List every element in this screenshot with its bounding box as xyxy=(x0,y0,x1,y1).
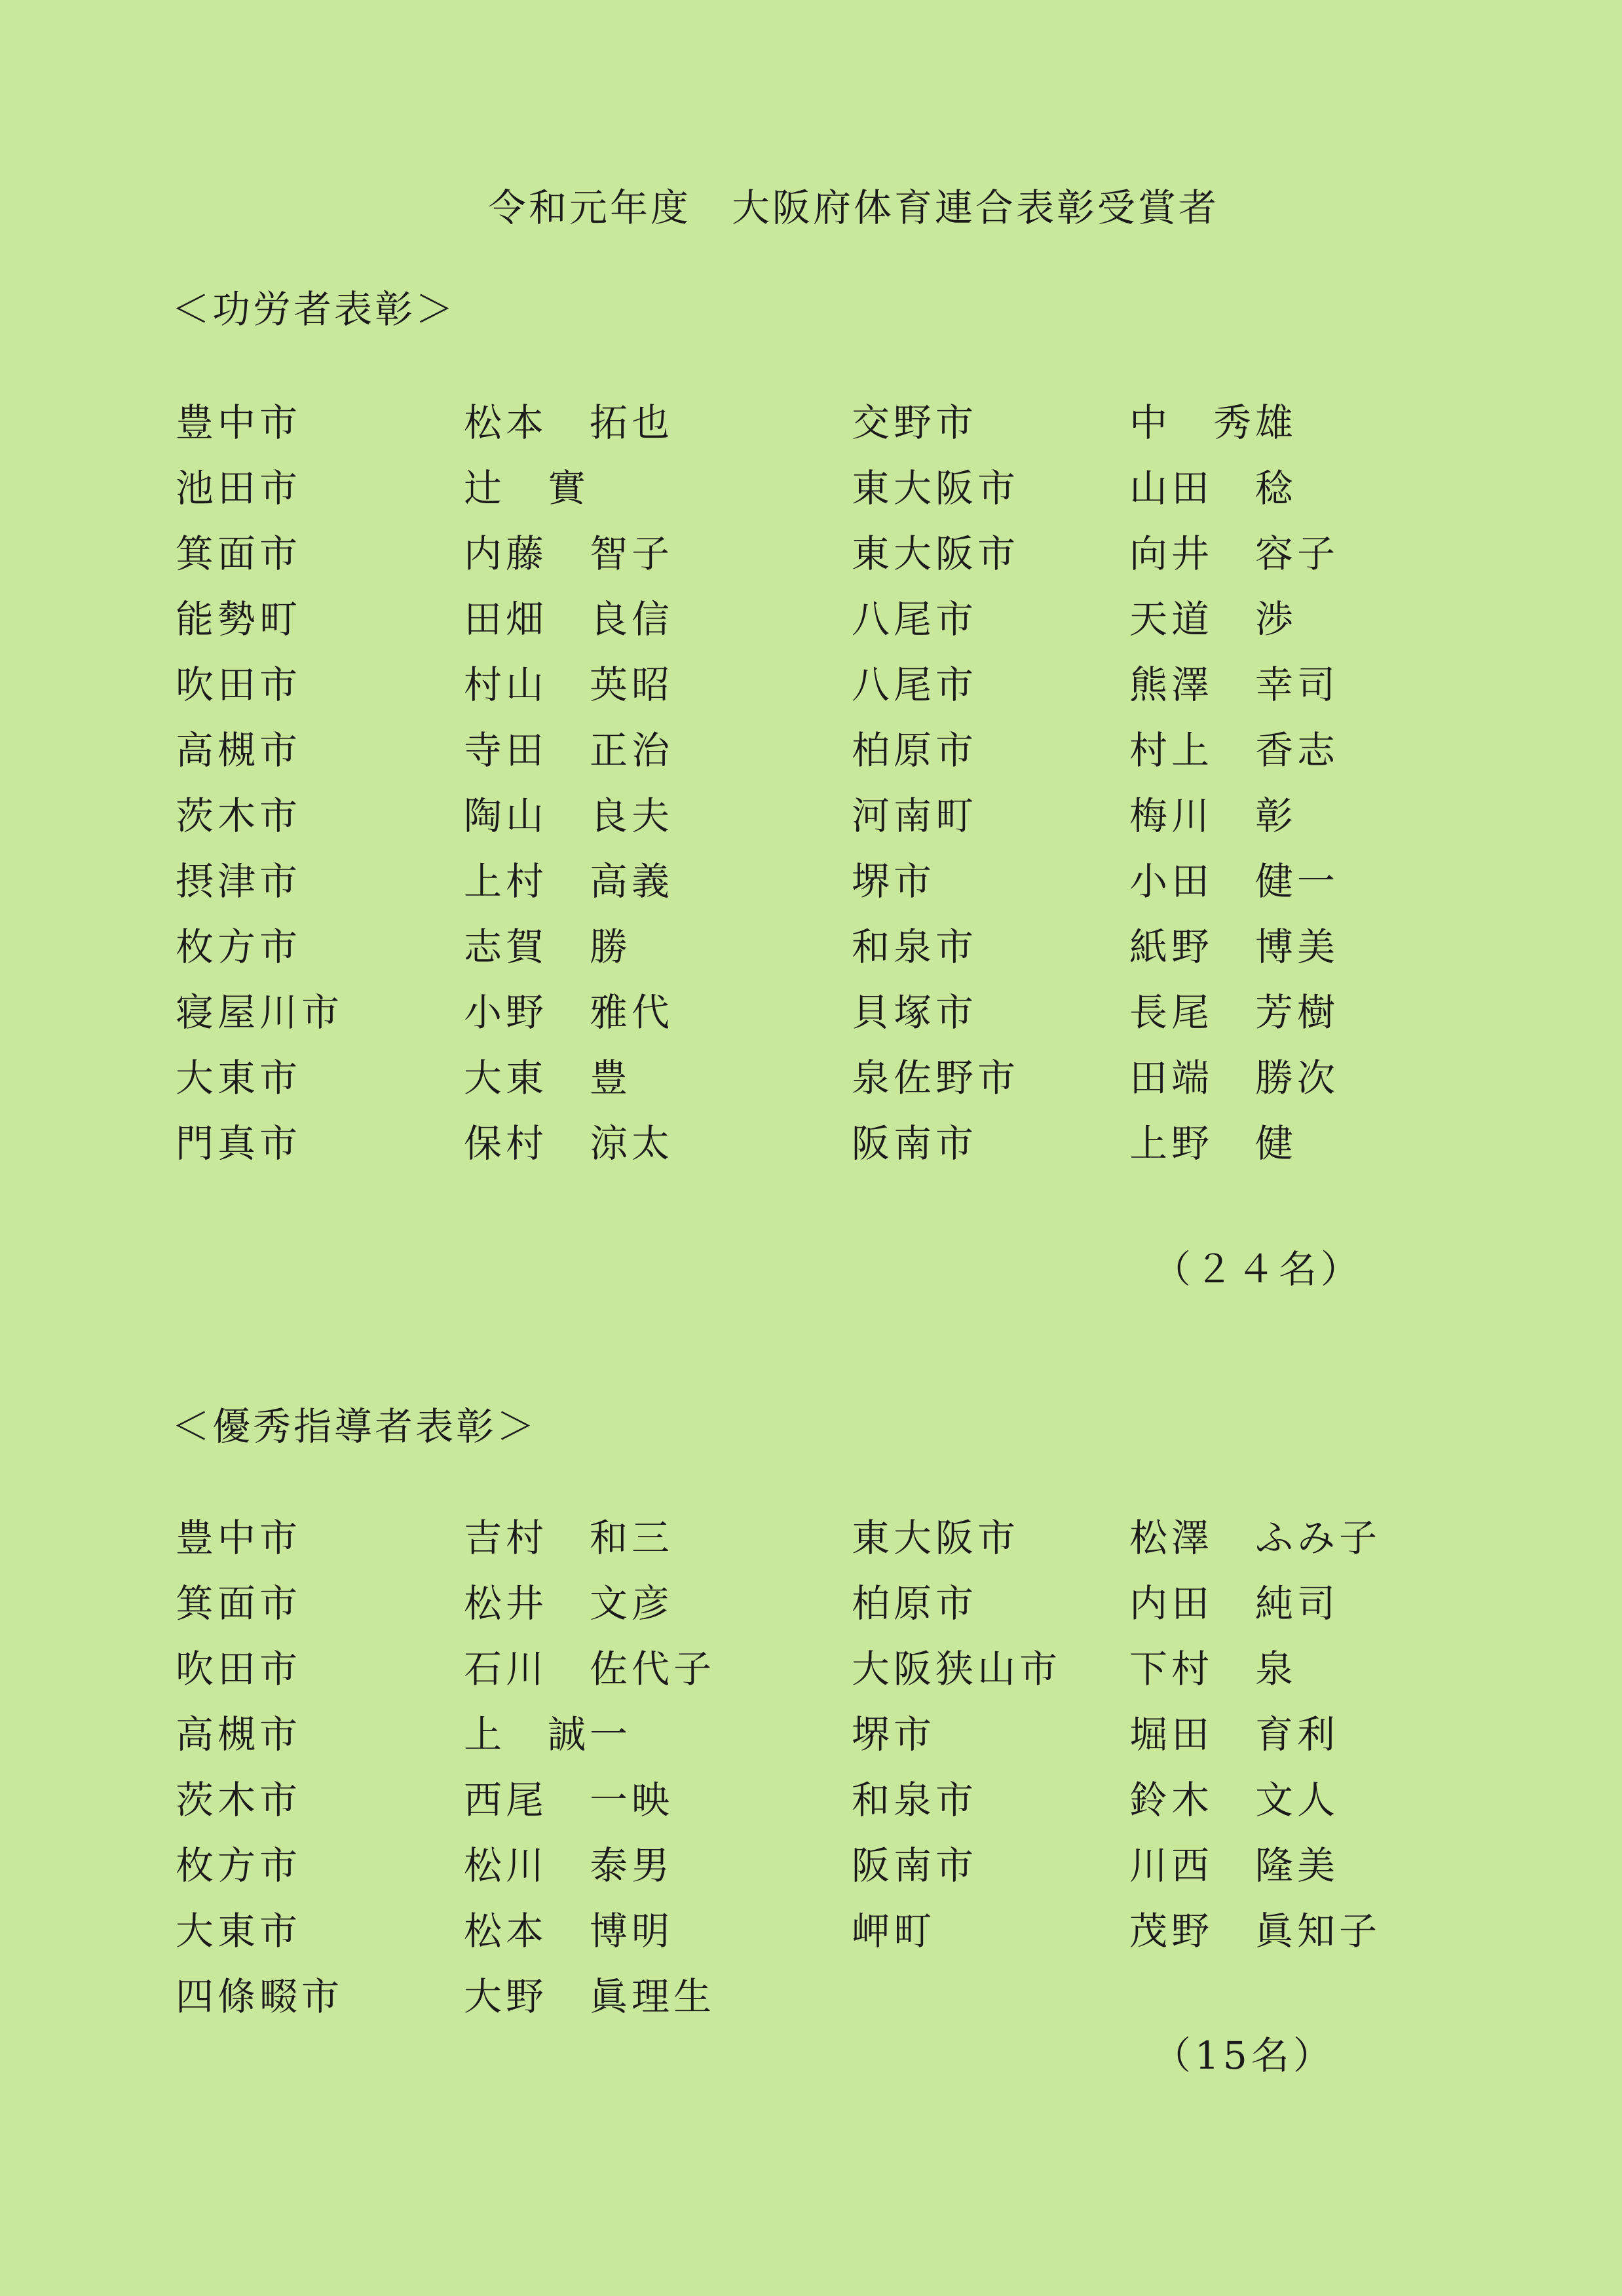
recipient-name: 天道 渉 xyxy=(1129,597,1298,641)
recipient-city: 八尾市 xyxy=(852,597,978,641)
recipient-city: 吹田市 xyxy=(176,662,302,707)
recipient-city: 貝塚市 xyxy=(852,990,978,1035)
recipient-name: 寺田 正治 xyxy=(464,728,674,773)
recipient-city: 豊中市 xyxy=(176,400,302,445)
recipient-name: 鈴木 文人 xyxy=(1129,1778,1340,1822)
recipient-city: 高槻市 xyxy=(176,728,302,773)
recipient-city: 茨木市 xyxy=(176,794,302,838)
section-heading: ＜優秀指導者表彰＞ xyxy=(172,1404,538,1449)
recipient-name: 梅川 彰 xyxy=(1129,794,1298,838)
recipient-name: 吉村 和三 xyxy=(464,1516,674,1560)
recipient-name: 山田 稔 xyxy=(1129,466,1298,510)
recipient-city: 枚方市 xyxy=(176,1843,302,1888)
recipient-city: 河南町 xyxy=(852,794,978,838)
recipient-name: 西尾 一映 xyxy=(464,1778,674,1822)
recipient-name: 長尾 芳樹 xyxy=(1129,990,1340,1035)
recipient-city: 東大阪市 xyxy=(852,1516,1020,1560)
recipient-name: 志賀 勝 xyxy=(464,925,632,969)
section-heading: ＜功労者表彰＞ xyxy=(172,287,457,332)
recipient-city: 池田市 xyxy=(176,466,302,510)
recipient-city: 茨木市 xyxy=(176,1778,302,1822)
recipient-city: 大東市 xyxy=(176,1909,302,1953)
recipient-name: 内藤 智子 xyxy=(464,531,674,576)
recipient-name: 小田 健一 xyxy=(1129,859,1340,904)
recipient-name: 保村 涼太 xyxy=(464,1121,674,1166)
recipient-city: 枚方市 xyxy=(176,925,302,969)
recipient-name: 小野 雅代 xyxy=(464,990,674,1035)
recipient-city: 箕面市 xyxy=(176,531,302,576)
recipient-name: 中 秀雄 xyxy=(1129,400,1298,445)
recipient-city: 交野市 xyxy=(852,400,978,445)
recipient-city: 摂津市 xyxy=(176,859,302,904)
recipient-name: 田端 勝次 xyxy=(1129,1056,1340,1100)
recipient-name: 村山 英昭 xyxy=(464,662,674,707)
recipient-city: 箕面市 xyxy=(176,1581,302,1626)
recipient-city: 柏原市 xyxy=(852,728,978,773)
recipient-city: 堺市 xyxy=(852,859,936,904)
recipient-name: 石川 佐代子 xyxy=(464,1647,716,1691)
recipient-city: 四條畷市 xyxy=(176,1974,344,2019)
recipient-city: 大阪狭山市 xyxy=(852,1647,1062,1691)
recipient-city: 豊中市 xyxy=(176,1516,302,1560)
recipient-city: 能勢町 xyxy=(176,597,302,641)
recipient-name: 川西 隆美 xyxy=(1129,1843,1340,1888)
recipient-city: 八尾市 xyxy=(852,662,978,707)
recipient-name: 下村 泉 xyxy=(1129,1647,1298,1691)
recipient-name: 紙野 博美 xyxy=(1129,925,1340,969)
recipient-city: 堺市 xyxy=(852,1712,936,1757)
recipient-city: 阪南市 xyxy=(852,1843,978,1888)
recipient-city: 東大阪市 xyxy=(852,531,1020,576)
recipient-name: 向井 容子 xyxy=(1129,531,1340,576)
recipient-name: 大東 豊 xyxy=(464,1056,632,1100)
recipient-count: （２４名） xyxy=(1153,1247,1363,1292)
recipient-name: 上野 健 xyxy=(1129,1121,1298,1166)
recipient-city: 柏原市 xyxy=(852,1581,978,1626)
recipient-name: 上 誠一 xyxy=(464,1712,632,1757)
recipient-name: 田畑 良信 xyxy=(464,597,674,641)
recipient-name: 熊澤 幸司 xyxy=(1129,662,1340,707)
recipient-city: 門真市 xyxy=(176,1121,302,1166)
recipient-name: 松澤 ふみ子 xyxy=(1129,1516,1382,1560)
recipient-city: 阪南市 xyxy=(852,1121,978,1166)
document-title: 令和元年度 大阪府体育連合表彰受賞者 xyxy=(487,185,1219,230)
recipient-city: 和泉市 xyxy=(852,925,978,969)
recipient-name: 辻 實 xyxy=(464,466,590,510)
recipient-city: 和泉市 xyxy=(852,1778,978,1822)
recipient-name: 陶山 良夫 xyxy=(464,794,674,838)
recipient-name: 堀田 育利 xyxy=(1129,1712,1340,1757)
recipient-name: 茂野 眞知子 xyxy=(1129,1909,1382,1953)
recipient-name: 松井 文彦 xyxy=(464,1581,674,1626)
recipient-city: 吹田市 xyxy=(176,1647,302,1691)
recipient-city: 泉佐野市 xyxy=(852,1056,1020,1100)
recipient-city: 大東市 xyxy=(176,1056,302,1100)
recipient-name: 村上 香志 xyxy=(1129,728,1340,773)
recipient-city: 高槻市 xyxy=(176,1712,302,1757)
recipient-name: 内田 純司 xyxy=(1129,1581,1340,1626)
recipient-count: （15名） xyxy=(1153,2033,1335,2078)
recipient-name: 上村 高義 xyxy=(464,859,674,904)
recipient-name: 大野 眞理生 xyxy=(464,1974,716,2019)
recipient-name: 松川 泰男 xyxy=(464,1843,674,1888)
recipient-city: 岬町 xyxy=(852,1909,936,1953)
recipient-city: 東大阪市 xyxy=(852,466,1020,510)
recipient-name: 松本 博明 xyxy=(464,1909,674,1953)
recipient-city: 寝屋川市 xyxy=(176,990,344,1035)
recipient-name: 松本 拓也 xyxy=(464,400,674,445)
